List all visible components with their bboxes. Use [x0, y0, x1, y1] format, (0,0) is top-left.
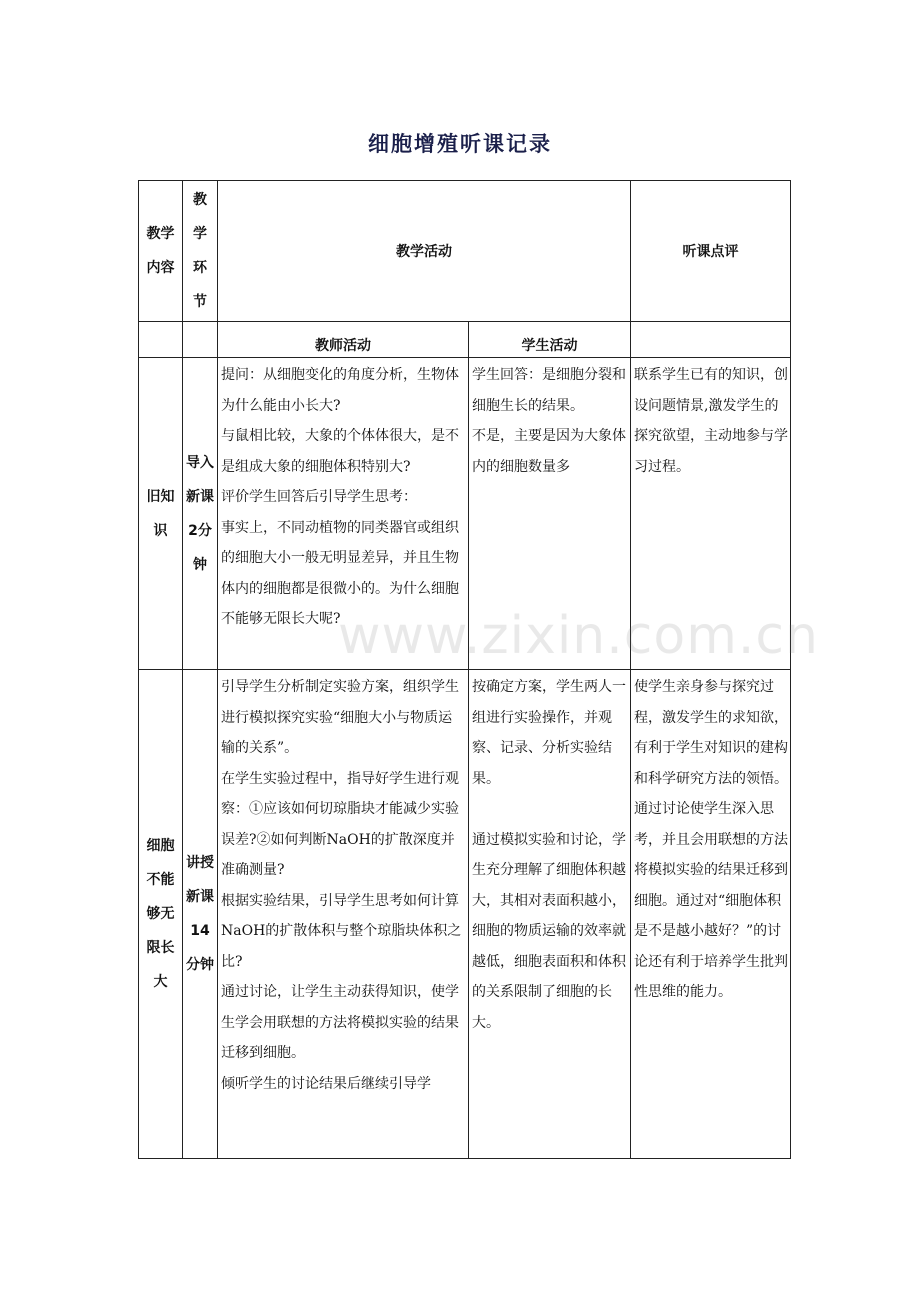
subheader-empty-2	[183, 322, 218, 358]
row2-teacher: 引导学生分析制定实验方案，组织学生进行模拟探究实验“细胞大小与物质运输的关系”。 在学生实验过程中，指导好学生进行观察：①应该如何切琼脂块才能减少实验误差?②如何判断NaOH的扩散深度并准确测量? 根据实验结果，引导学生思考如何计算NaOH的扩散体积与整个琼脂块体积之比? 通过讨论，让学生主动获得知识，使学生学会用联想的方法将模拟实验的结果迁移到细胞。 倾听学生的讨论结果后继续引导学	[218, 670, 469, 1159]
row1-student: 学生回答：是细胞分裂和细胞生长的结果。 不是，主要是因为大象体内的细胞数量多	[469, 358, 631, 670]
table-row	[139, 670, 791, 1159]
row2-review: 使学生亲身参与探究过程，激发学生的求知欲，有利于学生对知识的建构和科学研究方法的领悟。通过讨论使学生深入思考，并且会用联想的方法将模拟实验的结果迁移到细胞。通过对“细胞体积是不是越小越好？”的讨论还有利于培养学生批判性思维的能力。	[631, 670, 791, 1159]
header-content	[139, 181, 183, 322]
table-row	[139, 358, 791, 670]
header-teacher: 教师活动	[218, 322, 469, 358]
row2-phase	[183, 670, 218, 1159]
header-phase	[183, 181, 218, 322]
row1-content-label: 旧知识	[146, 488, 175, 539]
row2-student: 按确定方案，学生两人一组进行实验操作，并观察、记录、分析实验结果。 通过模拟实验和讨论，学生充分理解了细胞体积越大，其相对表面积越小，细胞的物质运输的效率就越低，细胞表面积和体积的关系限制了细胞的长大。	[469, 670, 631, 1159]
page-title: 细胞增殖听课记录	[368, 132, 552, 156]
subheader-empty-3	[631, 322, 791, 358]
row1-phase	[183, 358, 218, 670]
watermark: www.zixin.com.cn	[338, 606, 819, 666]
header-review: 听课点评	[631, 181, 791, 322]
header-phase-label: 教学环节	[193, 192, 207, 310]
row2-content	[139, 670, 183, 1159]
row1-teacher: 提问：从细胞变化的角度分析，生物体为什么能由小长大? 与鼠相比较，大象的个体体很大，是不是组成大象的细胞体积特别大? 评价学生回答后引导学生思考： 事实上，不同动植物的同类器官或组织的细胞大小一般无明显差异，并且生物体内的细胞都是很微小的。为什么细胞不能够无限长大呢?	[218, 358, 469, 670]
lesson-record-table	[138, 180, 791, 1159]
subheader-empty-1	[139, 322, 183, 358]
header-content-label: 教学内容	[146, 226, 175, 276]
row1-review: 联系学生已有的知识，创设问题情景,激发学生的探究欲望，主动地参与学习过程。	[631, 358, 791, 670]
row1-phase-label: 导入新课2分钟	[185, 454, 214, 573]
header-student: 学生活动	[469, 322, 631, 358]
row2-content-label: 细胞不能够无限长大	[146, 838, 175, 990]
row1-content	[139, 358, 183, 670]
row2-phase-label: 讲授新课14分钟	[185, 855, 214, 973]
header-activity: 教学活动	[218, 181, 631, 322]
